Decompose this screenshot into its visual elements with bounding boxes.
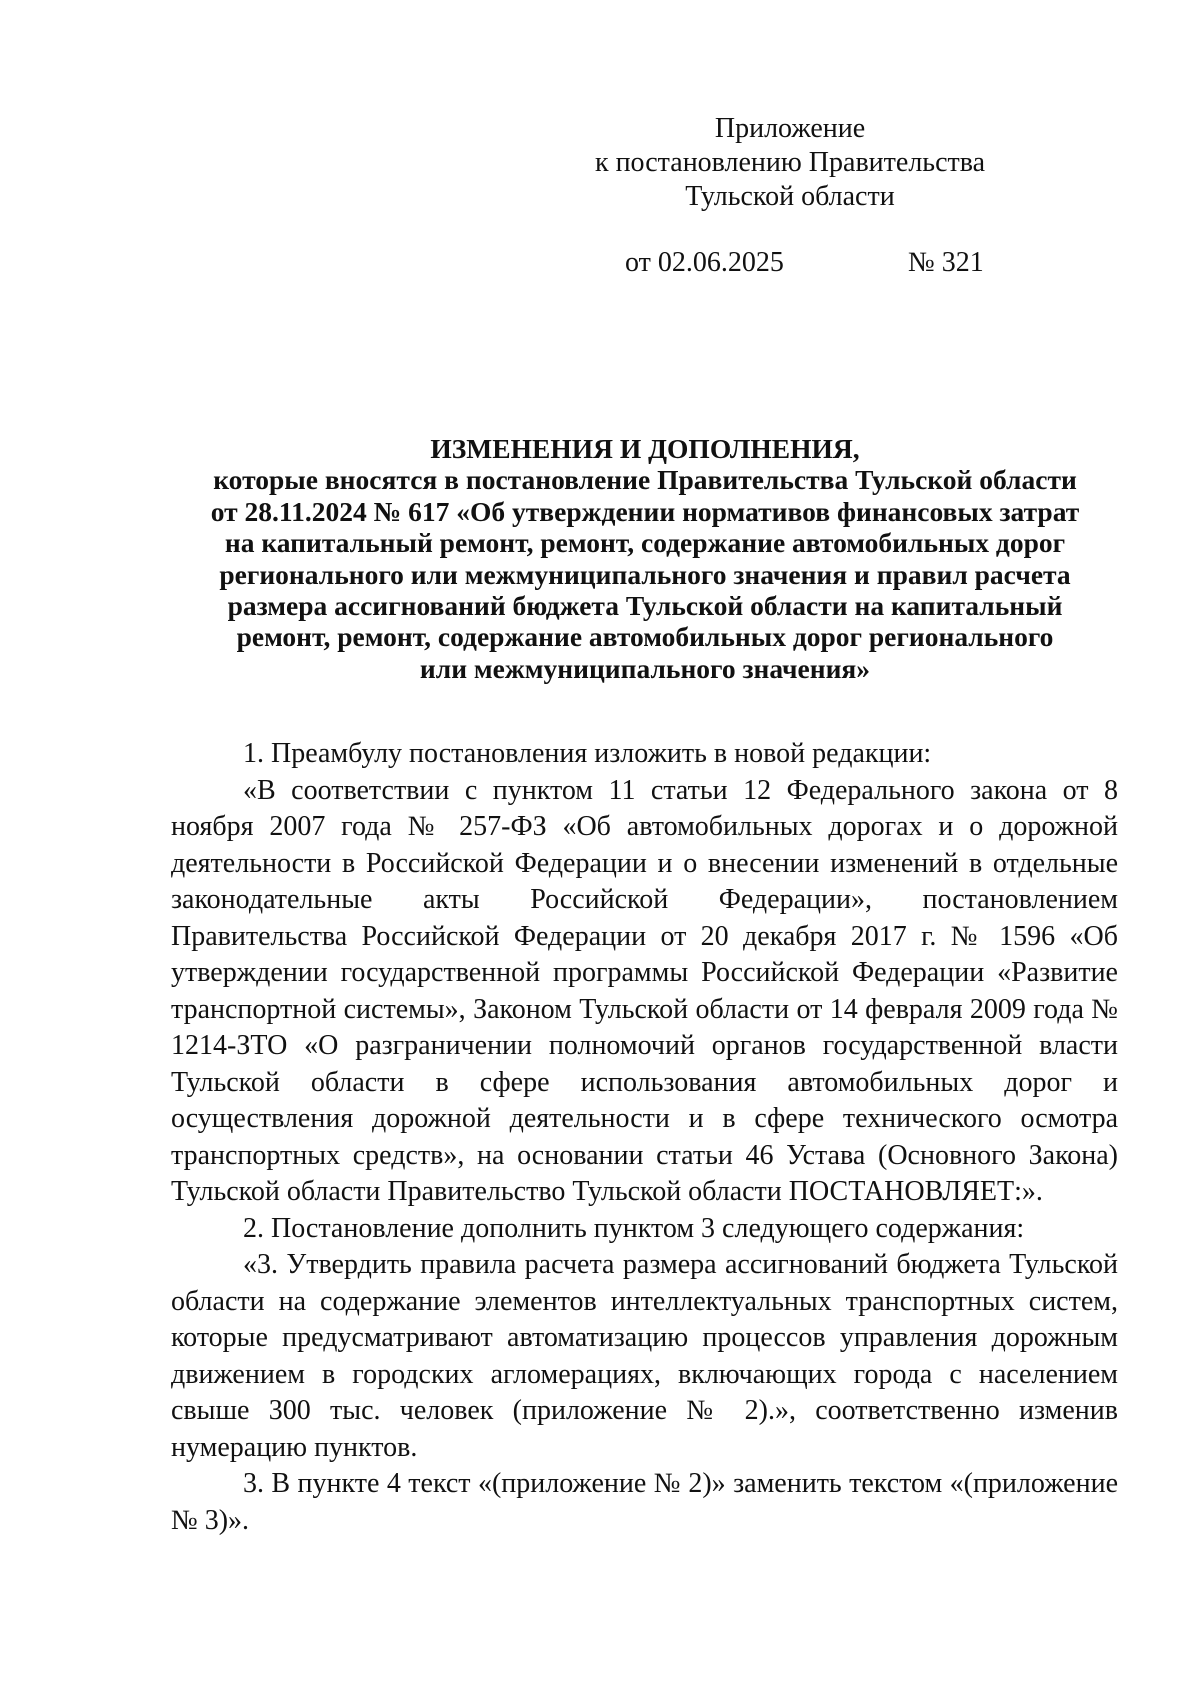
title-line: или межмуниципального значения» [419, 652, 871, 684]
title-line: ремонт, ремонт, содержание автомобильных дорог регионального [236, 621, 1054, 653]
appendix-line: Тульской области [685, 181, 895, 212]
document-title [170, 433, 1120, 684]
paragraph-item-3-text: «3. Утвердить правила расчета размера ассигнований бюджета Тульской области на содержание элементов интеллектуальных транспортных систем, которые предусматривают автоматизацию процессов управления дорожным движением в городских агломерациях, включающих города с населением свыше 300 тыс. человек (приложение № 2).», соответственно изменив нумерацию пунктов. [171, 1249, 1118, 1463]
title-line: от 28.11.2024 № 617 «Об утверждении нормативов финансовых затрат [210, 495, 1080, 527]
document-date-number [625, 246, 984, 280]
paragraph-item-2: 2. Постановление дополнить пунктом 3 следующего содержания: [243, 1212, 1025, 1244]
appendix-line: к постановлению Правительства [594, 147, 986, 178]
title-line: которые вносятся в постановление Правительства Тульской области [213, 464, 1077, 496]
title-line: регионального или межмуниципального значения и правил расчета [219, 558, 1071, 590]
paragraph-item-1: 1. Преамбулу постановления изложить в новой редакции: [243, 738, 932, 769]
title-line: размера ассигнований бюджета Тульской области на капитальный [227, 590, 1063, 622]
paragraph-preamble-text: «В соответствии с пунктом 11 статьи 12 Федерального закона от 8 ноября 2007 года № 257-ФЗ «Об автомобильных дорогах и о дорожной деятельности в Российской Федерации и о внесении изменений в отдельные законодательные акты Российской Федерации», постановлением Правительства Российской Федерации от 20 декабря 2017 г. № 1596 «Об утверждении государственной программы Российской Федерации «Развитие транспортной системы», Законом Тульской области от 14 февраля 2009 года № 1214-ЗТО «О разграничении полномочий органов государственной власти Тульской области в сфере использования автомобильных дорог и осуществления дорожной деятельности и в сфере технического осмотра транспортных средств», на основании статьи 46 Устава (Основного Закона) Тульской области Правительство Тульской области ПОСТАНОВЛЯЕТ:». [171, 774, 1118, 1207]
document-number: № 321 [908, 247, 984, 278]
title-line: ИЗМЕНЕНИЯ И ДОПОЛНЕНИЯ, [430, 433, 860, 464]
document-body [171, 736, 1118, 1539]
paragraph-item-3: 3. В пункте 4 текст «(приложение № 2)» заменить текстом «(приложение № 3)». [171, 1468, 1118, 1536]
appendix-line: Приложение [714, 113, 866, 144]
appendix-header [560, 112, 1020, 214]
title-line: на капитальный ремонт, ремонт, содержание автомобильных дорог [224, 527, 1066, 559]
document-date: от 02.06.2025 [625, 247, 784, 278]
